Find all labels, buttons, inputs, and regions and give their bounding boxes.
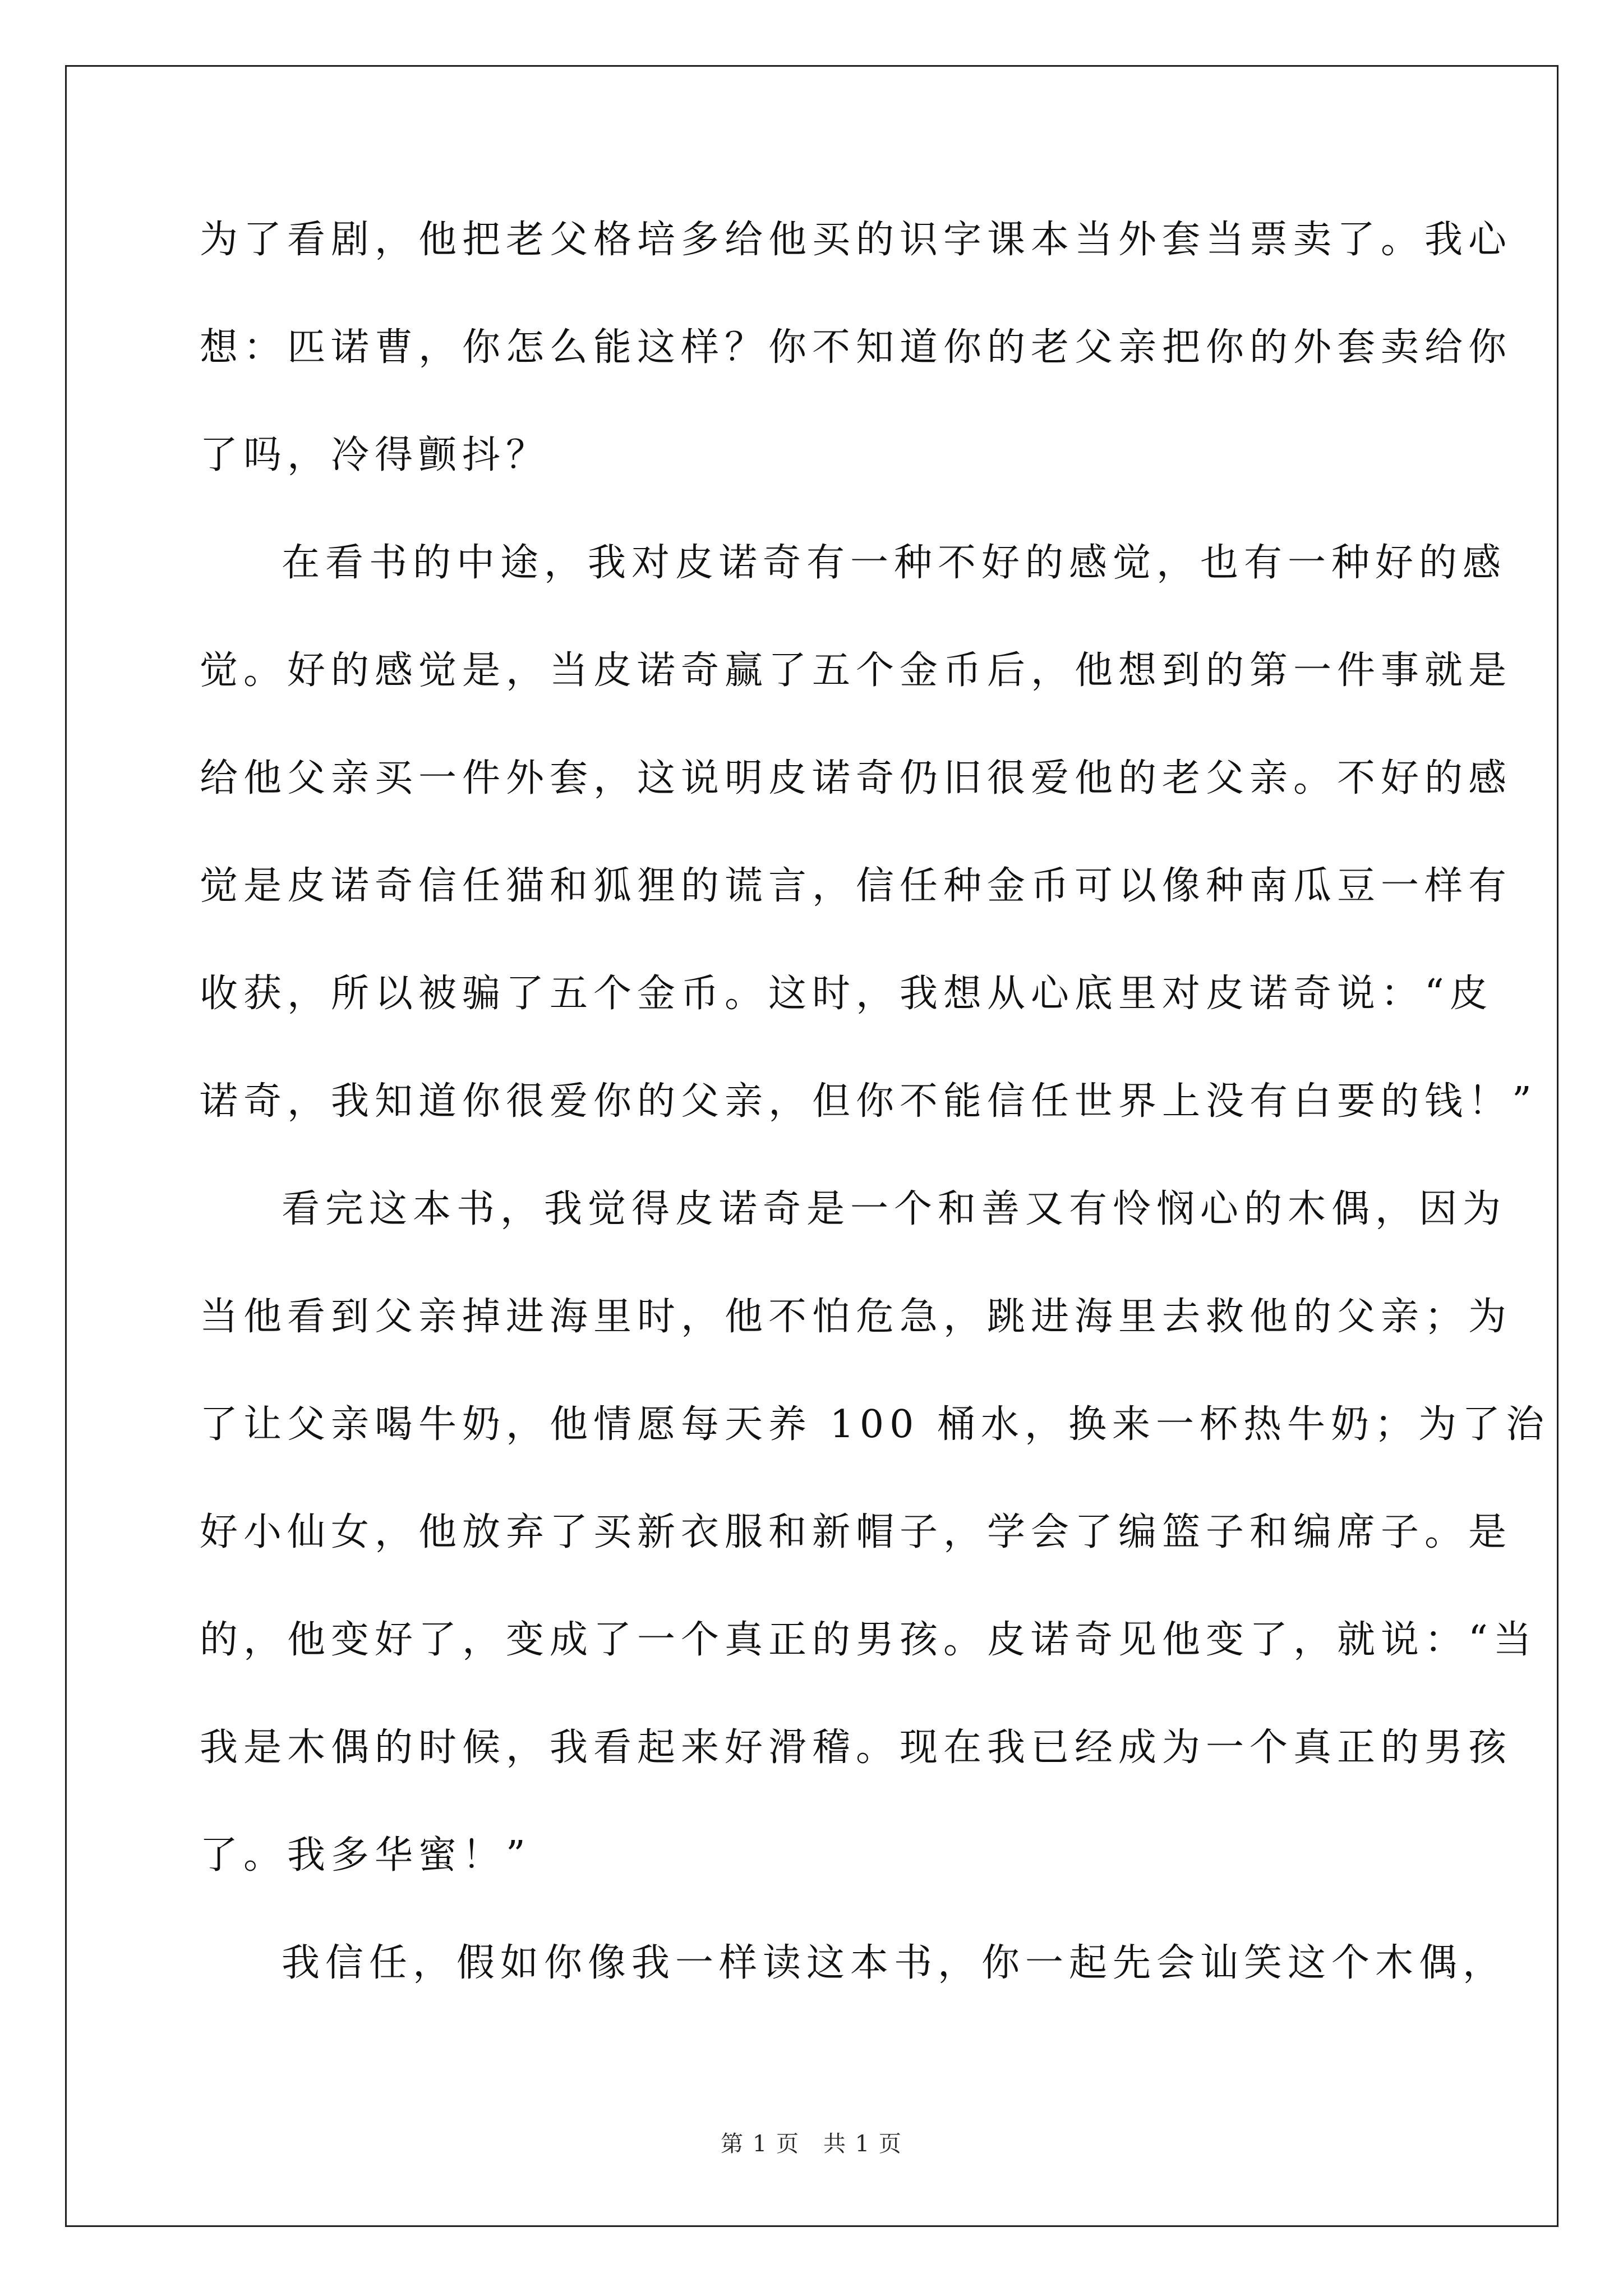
text-line: 好小仙女，他放弃了买新衣服和新帽子，学会了编篮子和编席子。是 xyxy=(200,1510,1513,1554)
text-line: 觉。好的感觉是，当皮诺奇赢了五个金币后，他想到的第一件事就是 xyxy=(200,648,1513,693)
text-line: 诺奇，我知道你很爱你的父亲，但你不能信任世界上没有白要的钱！” xyxy=(200,1079,1537,1124)
text-line: 给他父亲买一件外套，这说明皮诺奇仍旧很爱他的老父亲。不好的感 xyxy=(200,756,1513,800)
text-line: 了。我多华蜜！” xyxy=(200,1833,531,1878)
paragraph-start-line: 在看书的中途，我对皮诺奇有一种不好的感觉，也有一种好的感 xyxy=(282,541,1507,585)
text-line: 当他看到父亲掉进海里时，他不怕危急，跳进海里去救他的父亲；为 xyxy=(200,1295,1513,1339)
paragraph-start-line: 我信任，假如你像我一样读这本书，你一起先会讪笑这个木偶， xyxy=(282,1941,1507,1985)
text-line: 的，他变好了，变成了一个真正的男孩。皮诺奇见他变了，就说：“当 xyxy=(200,1618,1537,1662)
text-line: 想：匹诺曹，你怎么能这样？你不知道你的老父亲把你的外套卖给你 xyxy=(200,325,1513,370)
text-line: 我是木偶的时候，我看起来好滑稽。现在我已经成为一个真正的男孩 xyxy=(200,1726,1513,1770)
text-line: 觉是皮诺奇信任猫和狐狸的谎言，信任种金币可以像种南瓜豆一样有 xyxy=(200,864,1513,908)
paragraph-start-line: 看完这本书，我觉得皮诺奇是一个和善又有怜悯心的木偶，因为 xyxy=(282,1187,1507,1231)
text-line: 收获，所以被骗了五个金币。这时，我想从心底里对皮诺奇说：“皮 xyxy=(200,972,1493,1016)
text-line: 为了看剧，他把老父格培多给他买的识字课本当外套当票卖了。我心 xyxy=(200,218,1513,262)
text-line: 了让父亲喝牛奶，他情愿每天养 100 桶水，换来一杯热牛奶；为了治 xyxy=(200,1402,1550,1447)
page-number-footer: 第 1 页 共 1 页 xyxy=(721,2131,902,2157)
text-line: 了吗，冷得颤抖？ xyxy=(200,433,550,477)
document-body xyxy=(200,208,1550,2039)
